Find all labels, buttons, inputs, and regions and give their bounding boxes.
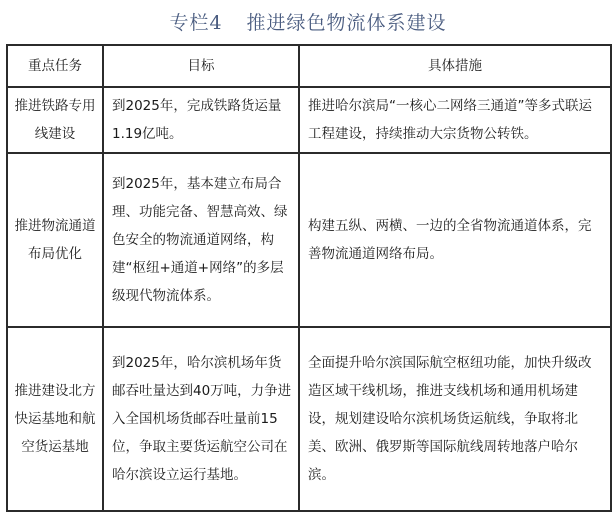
table-row (7, 87, 611, 153)
column-title-label: 专栏4 (169, 12, 223, 34)
task-cell: 推进铁路专用线建设 (7, 87, 103, 153)
measure-cell: 全面提升哈尔滨国际航空枢纽功能，加快升级改造区域干线机场，推进支线机场和通用机场建设，规划建设哈尔滨机场货运航线，争取将北美、欧洲、俄罗斯等国际航线周转地落户哈尔滨。 (299, 327, 611, 511)
header-goal: 目标 (103, 45, 299, 87)
goal-cell: 到2025年，完成铁路货运量1.19亿吨。 (103, 87, 299, 153)
table-header-row (7, 45, 611, 87)
measures-table (6, 44, 612, 512)
header-key-task: 重点任务 (7, 45, 103, 87)
task-cell: 推进物流通道布局优化 (7, 153, 103, 327)
goal-cell: 到2025年，哈尔滨机场年货邮吞吐量达到40万吨，力争进入全国机场货邮吞吐量前15位，争取主要货运航空公司在哈尔滨设立运行基地。 (103, 327, 299, 511)
measure-cell: 推进哈尔滨局“一核心二网络三通道”等多式联运工程建设，持续推动大宗货物公转铁。 (299, 87, 611, 153)
table-row (7, 327, 611, 511)
goal-cell: 到2025年，基本建立布局合理、功能完备、智慧高效、绿色安全的物流通道网络，构建“枢纽+通道+网络”的多层级现代物流体系。 (103, 153, 299, 327)
column-title-text: 推进绿色物流体系建设 (246, 12, 447, 34)
header-measures: 具体措施 (299, 45, 611, 87)
task-cell: 推进建设北方快运基地和航空货运基地 (7, 327, 103, 511)
table-row (7, 153, 611, 327)
column-title (0, 8, 616, 35)
measure-cell: 构建五纵、两横、一边的全省物流通道体系，完善物流通道网络布局。 (299, 153, 611, 327)
